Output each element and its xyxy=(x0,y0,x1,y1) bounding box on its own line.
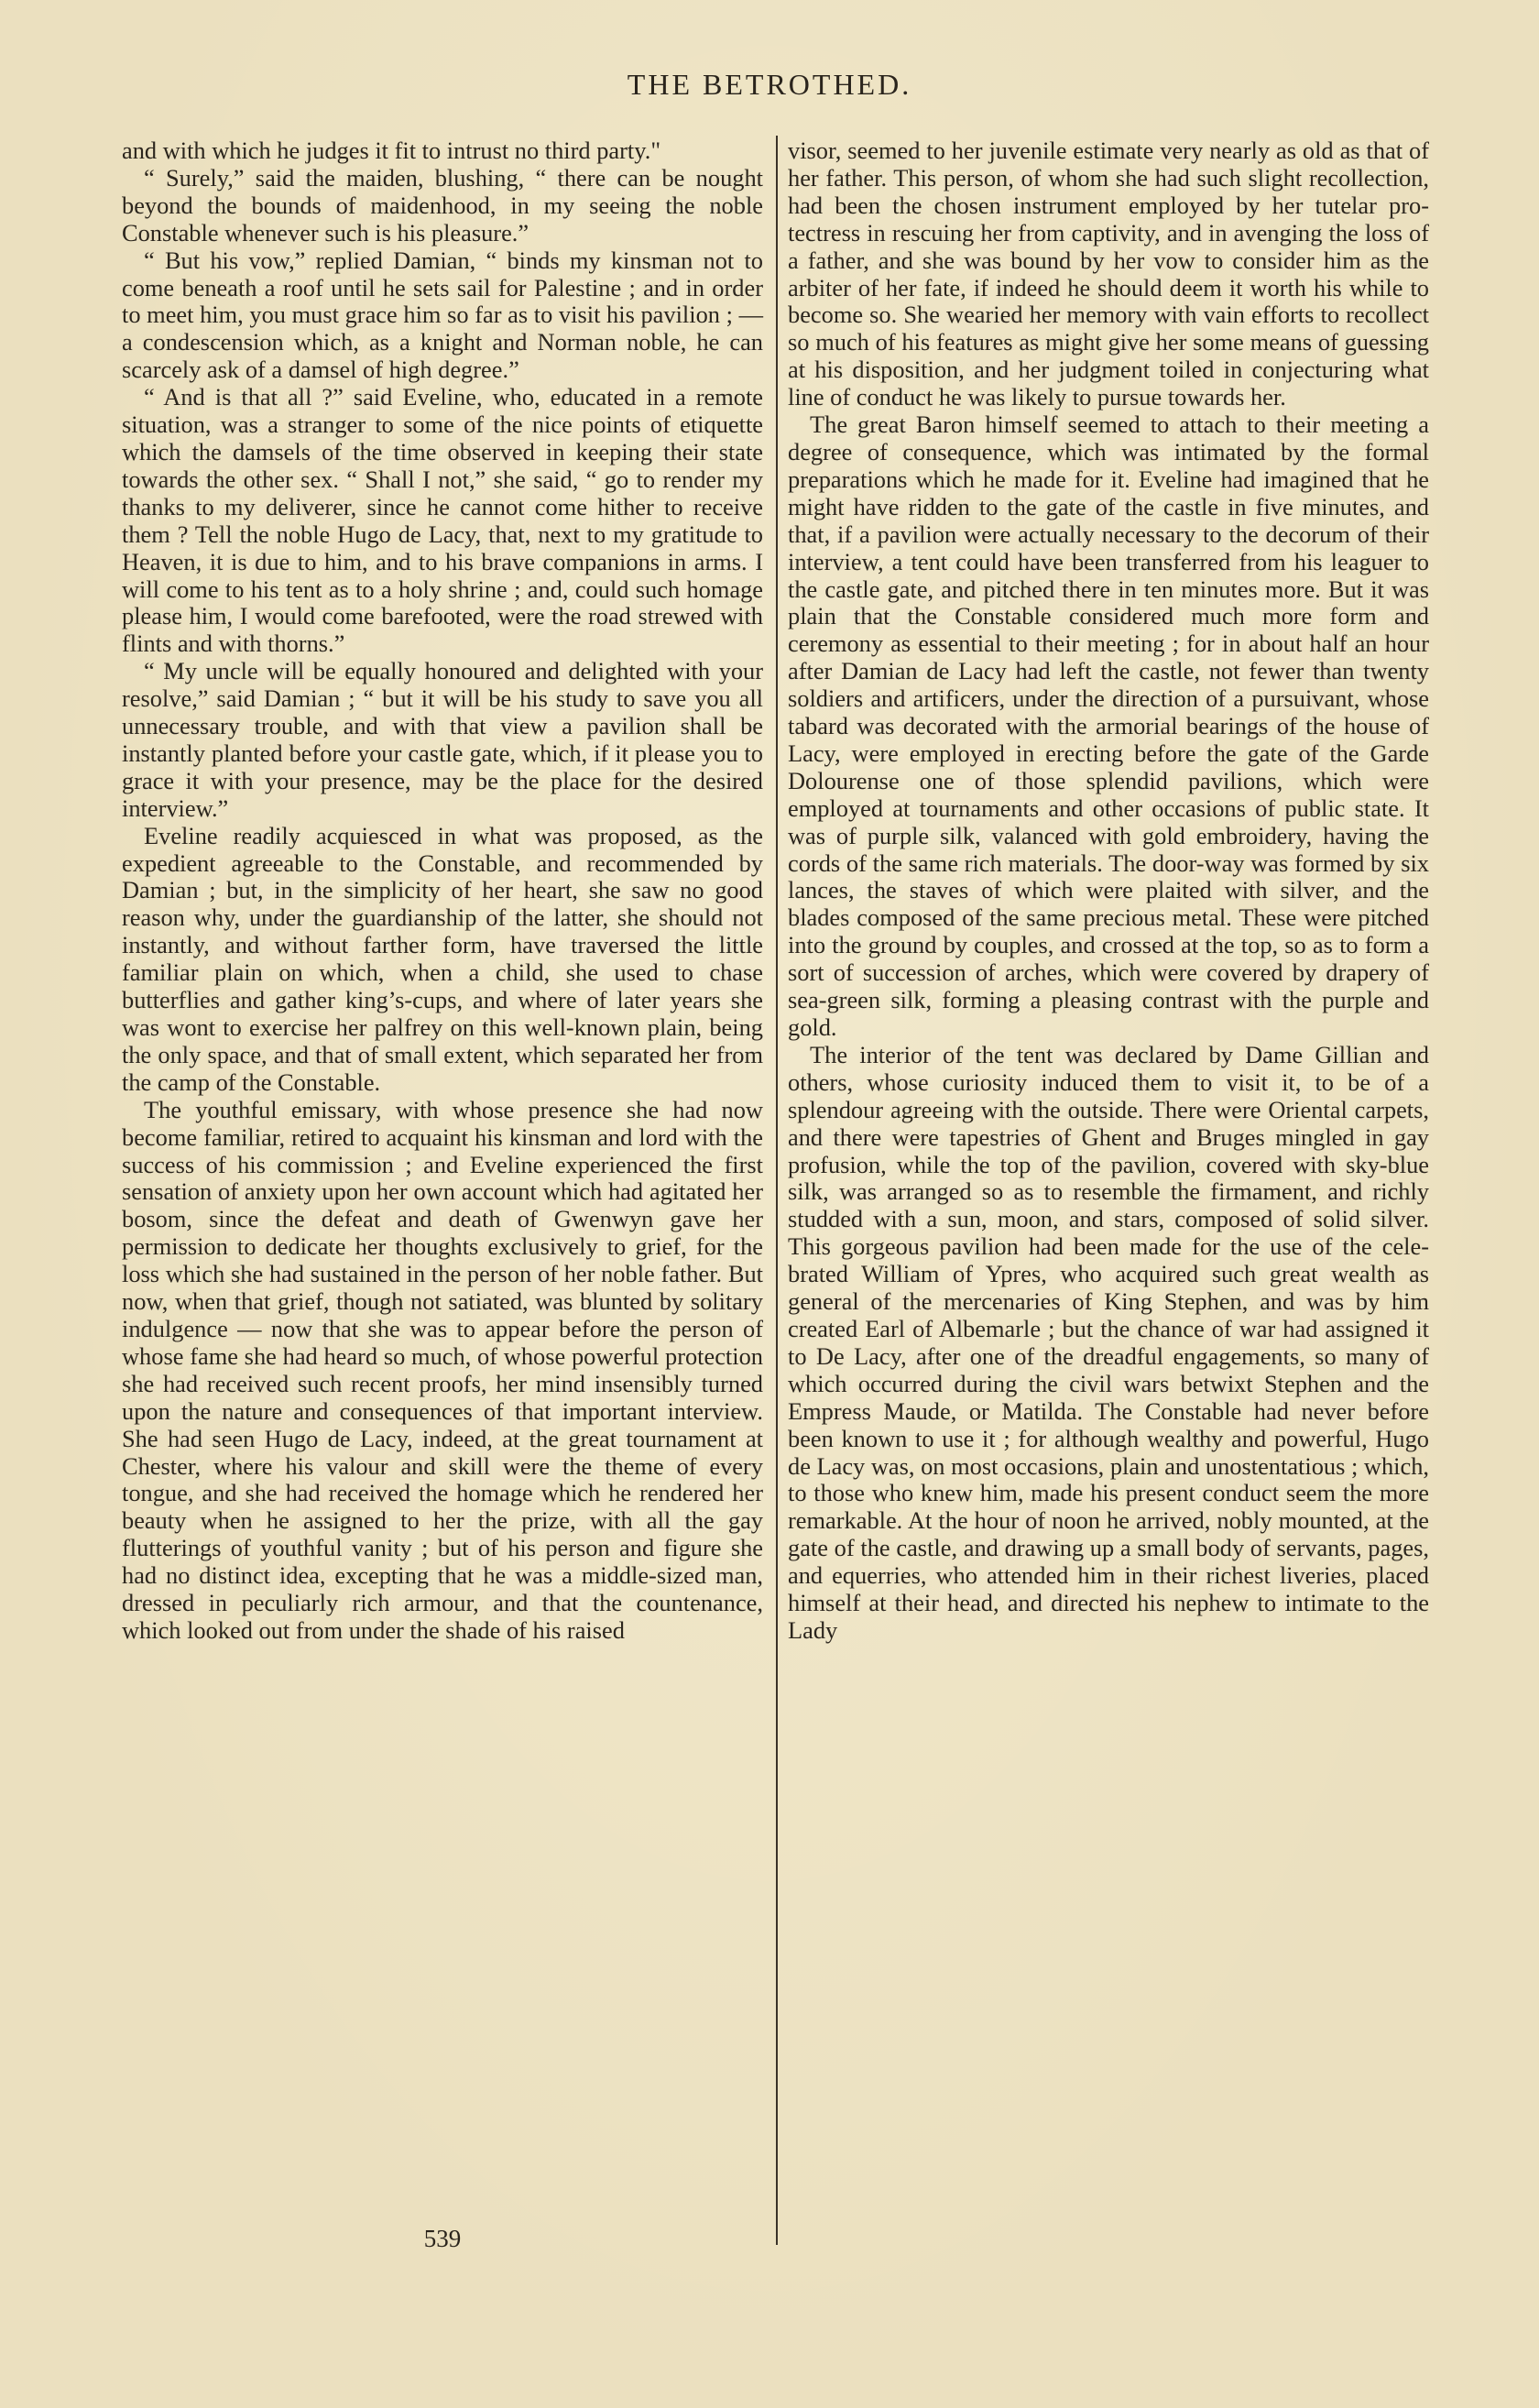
paragraph: “ My uncle will be equally honoured and delighted with your resolve,” said Damian ; “ but it will be his study to save you all unnecessary trouble, and with that view a pavilion shall be instantly planted before your castle gate, which, if it please you to grace it with your presence, may be the place for the desired interview.” xyxy=(122,657,763,822)
paragraph: visor, seemed to her juvenile estimate very nearly as old as that of her father. This person, of whom she had such slight recollection, had been the chosen instrument employed by her tutelar protectress in rescuing her from captivity, and in avenging the loss of a father, and she was bound by her vow to consider him as the arbiter of her fate, if indeed he should deem it worth his while to become so. She wearied her memory with vain efforts to recollect so much of his features as might give her some means of guessing at his disposition, and her judgment toiled in conjecturing what line of conduct he was likely to pursue towards her. xyxy=(788,137,1429,411)
paragraph: “ Surely,” said the maiden, blushing, “ there can be nought beyond the bounds of maidenhood, in my seeing the noble Constable whenever such is his pleasure.” xyxy=(122,163,763,246)
column-divider xyxy=(776,136,778,2245)
paragraph: The interior of the tent was declared by Dame Gillian and others, whose curiosity induced them to visit it, to be of a splendour agreeing with the outside. There were Oriental carpets, and there were tapestries of Ghent and Bruges mingled in gay profusion, while the top of the pavilion, covered with sky-blue silk, was arranged so as to resemble the firmament, and richly studded with a sun, moon, and stars, composed of solid silver. This gorgeous pavilion had been made for the use of the celebrated William of Ypres, who acquired such great wealth as general of the mercenaries of King Stephen, and was by him created Earl of Albemarle ; but the chance of war had assigned it to De Lacy, after one of the dreadful engagements, so many of which occurred during the civil wars betwixt Stephen and the Empress Maude, or Matilda. The Constable had never before been known to use it ; for although wealthy and powerful, Hugo de Lacy was, on most occasions, plain and unostentatious ; which, to those who knew him, made his present conduct seem the more remarkable. At the hour of noon he arrived, nobly mounted, at the gate of the castle, and drawing up a small body of servants, pages, and equerries, who attended him in their richest liveries, placed himself at their head, and directed his nephew to intimate to the Lady xyxy=(788,1040,1429,1644)
right-column xyxy=(788,137,1429,1645)
left-column xyxy=(122,137,763,1645)
paragraph: Eveline readily acquiesced in what was proposed, as the expedient agreeable to the Constable, and recommended by Damian ; but, in the simplicity of her heart, she saw no good reason why, under the guardianship of the latter, she should not instantly, and without farther form, have traversed the little familiar plain on which, when a child, she used to chase butterflies and gather king’s-cups, and where of later years she was wont to exercise her palfrey on this well-known plain, being the only space, and that of small extent, which separated her from the camp of the Constable. xyxy=(122,821,763,1096)
paragraph: The great Baron himself seemed to attach to their meeting a degree of consequence, which was intimated by the formal preparations which he made for it. Eveline had imagined that he might have ridden to the gate of the castle in five minutes, and that, if a pavilion were actually necessary to the decorum of their interview, a tent could have been transferred from his leaguer to the castle gate, and pitched there in ten minutes more. But it was plain that the Constable considered much more form and ceremony as essential to their meeting ; for in about half an hour after Damian de Lacy had left the castle, not fewer than twenty soldiers and artificers, under the direction of a pursuivant, whose tabard was decorated with the armorial bearings of the house of Lacy, were employed in erecting before the gate of the Garde Dolourense one of those splendid pavilions, which were employed at tournaments and other occasions of public state. It was of purple silk, valanced with gold embroidery, having the cords of the same rich materials. The door-way was formed by six lances, the staves of which were plaited with silver, and the blades composed of the same precious metal. These were pitched into the ground by couples, and crossed at the top, so as to form a sort of succession of arches, which were covered by drapery of sea-green silk, forming a pleasing contrast with the purple and gold. xyxy=(788,410,1429,1041)
page-number: 539 xyxy=(423,2225,462,2252)
paragraph: and with which he judges it fit to intrust no third party." xyxy=(122,137,661,164)
paragraph: “ And is that all ?” said Eveline, who, educated in a remote situation, was a stranger to some of the nice points of etiquette which the damsels of the time observed in keeping their state towards the other sex. “ Shall I not,” she said, “ go to render my thanks to my deliverer, since he cannot come hither to receive them ? Tell the noble Hugo de Lacy, that, next to my gratitude to Heaven, it is due to him, and to his brave companions in arms. I will come to his tent as to a holy shrine ; and, could such homage please him, I would come barefooted, were the road strewed with flints and with thorns.” xyxy=(122,383,763,658)
paragraph: The youthful emissary, with whose presence she had now become familiar, retired to acquaint his kinsman and lord with the success of his commission ; and Eveline experienced the first sensation of anxiety upon her own account which had agitated her bosom, since the defeat and death of Gwenwyn gave her permission to dedicate her thoughts exclusively to grief, for the loss which she had sustained in the person of her noble father. But now, when that grief, though not satiated, was blunted by solitary indulgence — now that she was to appear before the person of whose fame she had heard so much, of whose powerful protection she had received such recent proofs, her mind insensibly turned upon the nature and consequences of that important interview. She had seen Hugo de Lacy, indeed, at the great tournament at Chester, where his valour and skill were the theme of every tongue, and she had received the homage which he rendered her beauty when he assigned to her the prize, with all the gay flutterings of youthful vanity ; but of his person and figure she had no distinct idea, excepting that he was a middle-sized man, dressed in peculiarly rich armour, and that the countenance, which looked out from under the shade of his raised xyxy=(122,1095,763,1644)
paragraph: “ But his vow,” replied Damian, “ binds my kinsman not to come beneath a roof until he sets sail for Palestine ; and in order to meet him, you must grace him so far as to visit his pavilion ; — a condescension which, as a knight and Norman noble, he can scarcely ask of a damsel of high degree.” xyxy=(122,246,763,384)
running-head: THE BETROTHED. xyxy=(627,68,912,101)
